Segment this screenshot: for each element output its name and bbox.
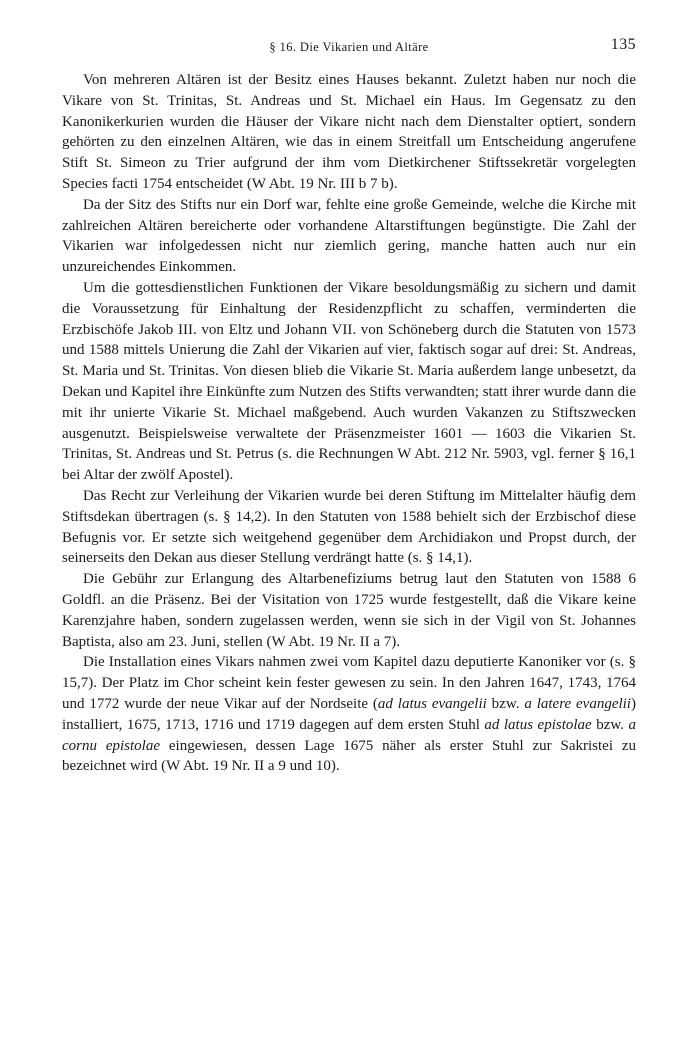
paragraph-5 (62, 569, 636, 652)
latin-term: a cornu epistolae (62, 716, 636, 754)
text-segment: bzw. (591, 716, 629, 733)
text-segment: Von mehreren Altären ist der Besitz eines Hauses bekannt. Zuletzt haben nur noch die Vikare von St. Trinitas, St. Andreas und St. Michael ein Haus. Im Gegensatz zu den Kanonikerkurien wurden die Häuser der Vikare nicht nach dem Dienstalter optiert, sondern gehörten zu den einzelnen Altären, wie das in einem Streitfall um Entscheidung angerufene Stift St. Simeon zu Trier aufgrund der ihm vom Dietkirchener Stiftssekretär vorgelegten Species facti 1754 entscheidet (W Abt. 19 Nr. III b 7 b). (62, 72, 636, 192)
paragraph-3 (62, 278, 636, 486)
running-head (62, 34, 636, 56)
book-page (62, 34, 636, 777)
paragraph-1 (62, 70, 636, 195)
latin-term: ad latus epistolae (484, 716, 592, 733)
text-segment: Um die gottesdienstlichen Funktionen der Vikare besoldungsmäßig zu sichern und damit die Voraussetzung für Einhaltung der Residenzpflicht zu schaffen, verminderten die Erzbischöfe Jakob III. von Eltz und Johann VII. von Schöneberg durch die Statuten von 1573 und 1588 mittels Unierung die Zahl der Vikarien auf vier, faktisch sogar auf drei: St. Andreas, St. Maria und St. Trinitas. Von diesen blieb die Vikarie St. Maria außerdem lange unbesetzt, da Dekan und Kapitel ihre Einkünfte zum Nutzen des Stifts verwandten; statt ihrer wurde dann die mit ihr unierte Vikarie St. Michael maßgebend. Auch wurden Vakanzen zu Stiftszwecken ausgenutzt. Beispielsweise verwaltete der Präsenzmeister 1601 — 1603 die Vikarien St. Trinitas, St. Andreas und St. Petrus (s. die Rechnungen W Abt. 212 Nr. 5903, vgl. ferner § 16,1 bei Altar der zwölf Apostel). (62, 279, 636, 484)
body-text (62, 70, 636, 777)
paragraph-2 (62, 195, 636, 278)
running-title: § 16. Die Vikarien und Altäre (269, 40, 429, 54)
text-segment: Die Gebühr zur Erlangung des Altarbenefiziums betrug laut den Statuten von 1588 6 Goldfl. an die Präsenz. Bei der Visitation von 1725 wurde festgestellt, daß die Vikare keine Karenzjahre haben, sondern zugelassen werden, wenn sie sich in der Vigil von St. Johannes Baptista, also am 23. Juni, stellen (W Abt. 19 Nr. II a 7). (62, 571, 636, 650)
text-segment: Die Installation eines Vikars nahmen zwei vom Kapitel dazu deputierte Kanoniker vor (s. § 15,7). Der Platz im Chor scheint kein fester gewesen zu sein. In den Jahren 1647, 1743, 1764 und 1772 wurde der neue Vikar auf der Nordseite ( (62, 654, 636, 712)
latin-term: ad latus evangelii (377, 695, 487, 712)
latin-term: a latere evangelii (524, 695, 631, 712)
text-segment: eingewiesen, dessen Lage 1675 näher als erster Stuhl zur Sakristei zu bezeichnet wird (W Abt. 19 Nr. II a 9 und 10). (62, 737, 637, 775)
text-segment: Das Recht zur Verleihung der Vikarien wurde bei deren Stiftung im Mittelalter häufig dem Stiftsdekan übertragen (s. § 14,2). In den Statuten von 1588 behielt sich der Erzbischof diese Befugnis vor. Er setzte sich weitgehend gegenüber dem Archidiakon und Propst durch, der seinerseits den Dekan aus dieser Stellung verdrängt hatte (s. § 14,1). (62, 487, 636, 567)
text-segment: bzw. (486, 695, 525, 712)
paragraph-4 (62, 486, 636, 569)
text-segment: Da der Sitz des Stifts nur ein Dorf war, fehlte eine große Gemeinde, welche die Kirche mit zahlreichen Altären bereicherte oder vorhandene Altarstiftungen begünstigte. Die Zahl der Vikarien war infolgedessen nicht nur ziemlich gering, manche hatten auch nur ein unzureichendes Einkommen. (62, 196, 636, 276)
text-segment: ) installiert, 1675, 1713, 1716 und 1719 dagegen auf dem ersten Stuhl (62, 695, 636, 733)
page-number: 135 (610, 36, 636, 53)
paragraph-6 (62, 652, 636, 777)
